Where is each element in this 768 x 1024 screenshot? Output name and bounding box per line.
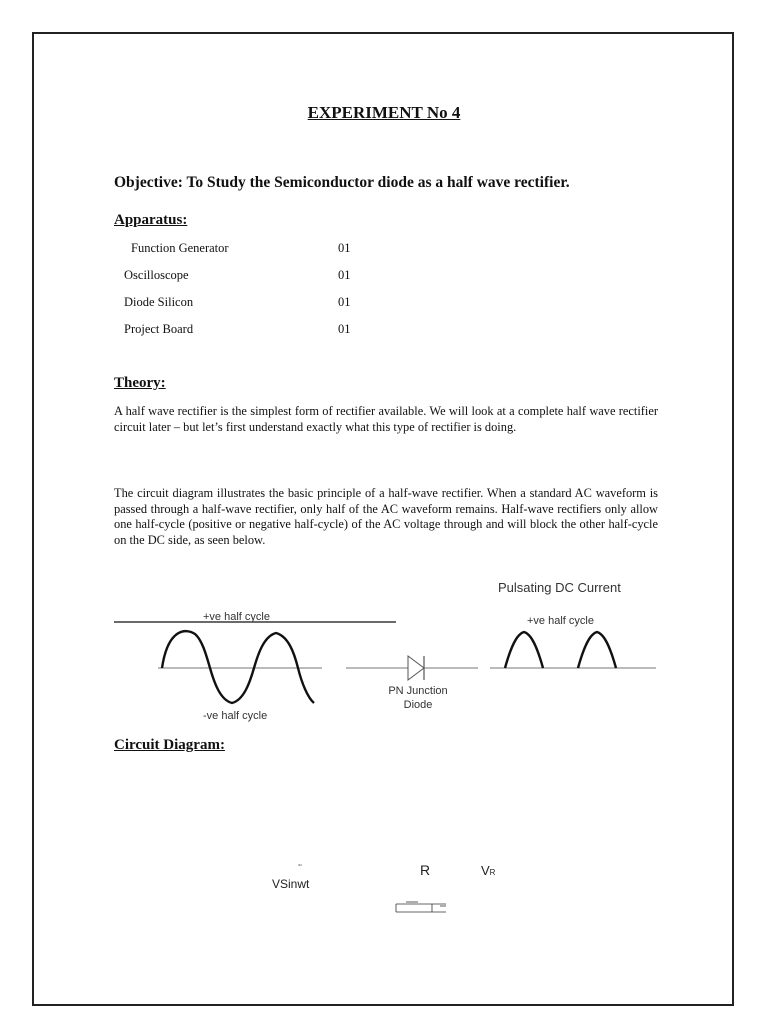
neg-half-cycle-label: -ve half cycle <box>203 710 268 722</box>
vr-label: VR <box>481 863 496 878</box>
apparatus-item-name: Project Board <box>124 322 194 336</box>
circuit-diagram-heading: Circuit Diagram: <box>114 737 225 753</box>
pos-half-cycle-label-right: +ve half cycle <box>527 615 594 627</box>
resistor-label: R <box>420 862 431 878</box>
source-label: VSinwt <box>272 877 310 891</box>
apparatus-heading: Apparatus: <box>114 212 188 228</box>
theory-heading: Theory: <box>114 375 166 391</box>
diode-symbol-icon <box>408 656 424 680</box>
tiny-circuit-schematic <box>396 902 446 912</box>
apparatus-item-qty: 01 <box>338 322 351 336</box>
pos-half-cycle-label-left: +ve half cycle <box>203 611 270 623</box>
apparatus-item-qty: 01 <box>338 268 351 282</box>
pulsating-dc-label: Pulsating DC Current <box>498 580 621 595</box>
apparatus-item-name: Function Generator <box>131 241 229 255</box>
ac-sine-wave <box>162 631 314 703</box>
diode-label-line2: Diode <box>403 699 433 711</box>
objective-text: Objective: To Study the Semiconductor diode as a half wave rectifier. <box>114 174 570 191</box>
pulse-2 <box>578 632 616 668</box>
diode-label-line1: PN Junction <box>388 685 448 697</box>
apparatus-item-name: Diode Silicon <box>124 295 194 309</box>
page-title: EXPERIMENT No 4 <box>307 103 461 122</box>
pulse-1 <box>505 632 543 668</box>
apparatus-item-name: Oscilloscope <box>124 268 189 282</box>
ac-source-label: ac <box>298 862 303 867</box>
theory-paragraph-2: The circuit diagram illustrates the basic principle of a half-wave rectifier. When a standard AC waveform is passed through a half-wave rectifier, only half of the AC waveform remains. Half-wave rectifiers only allow one half-cycle (positive or negative half-cycle) of the AC voltage through and will block the other half-cycle on the DC side, as seen below. <box>114 486 658 547</box>
apparatus-item-qty: 01 <box>338 295 351 309</box>
theory-paragraph-1: A half wave rectifier is the simplest form of rectifier available. We will look at a complete half wave rectifier circuit later – but let’s first understand exactly what this type of rectifier is doing. <box>114 404 658 434</box>
apparatus-item-qty: 01 <box>338 241 351 255</box>
